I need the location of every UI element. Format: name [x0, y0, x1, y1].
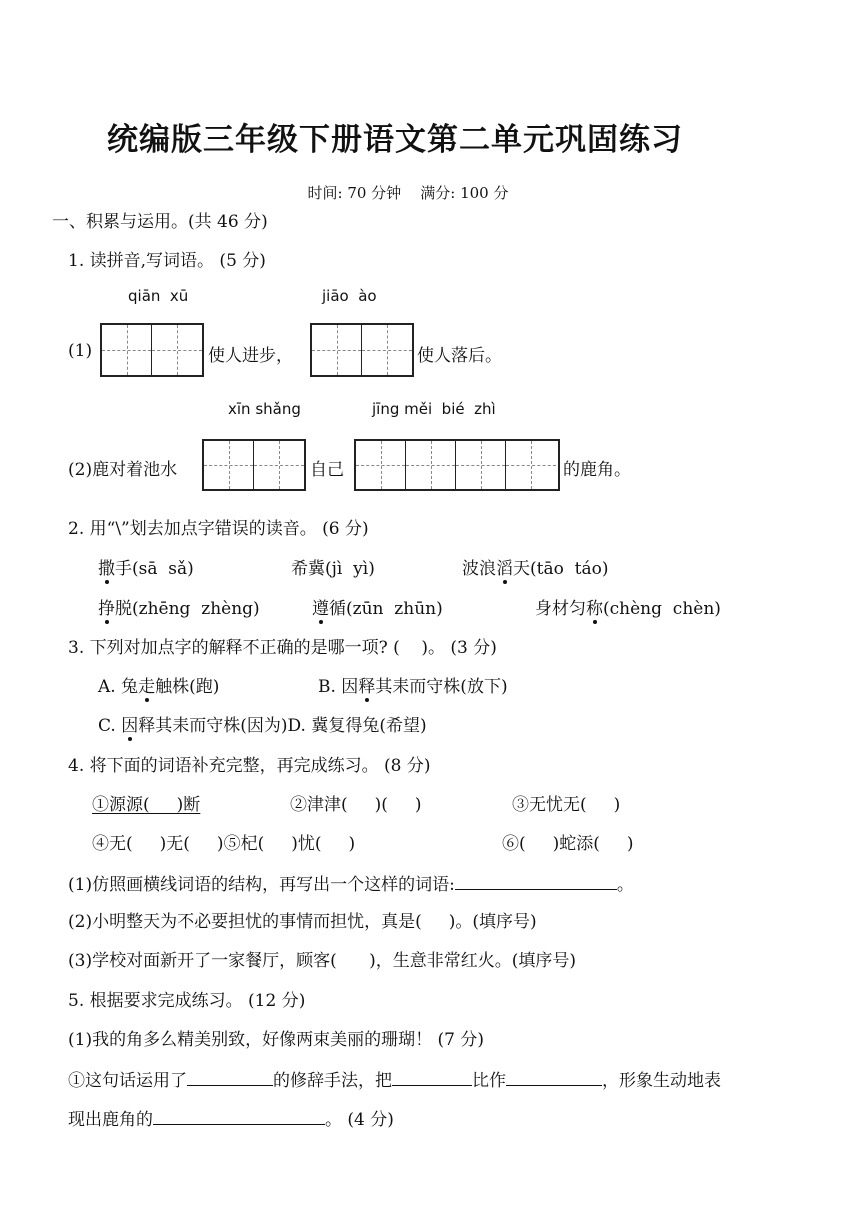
- writing-grid[interactable]: [202, 439, 306, 491]
- q3-option-b: [318, 672, 508, 697]
- dotted-char: 因: [121, 711, 138, 736]
- page-title: 统编版三年级下册语文第二单元巩固练习: [107, 122, 683, 158]
- dotted-char: 挣: [98, 594, 115, 619]
- q5-text: 。 (4 分): [325, 1110, 394, 1130]
- q4-word-underlined: ①源源( )断: [92, 795, 201, 815]
- q4-word: ④无( )无( )⑤杞( )忧( ): [92, 834, 356, 854]
- grid-cell[interactable]: [254, 441, 304, 489]
- q1-p2-mid: 自己: [310, 460, 344, 480]
- dotted-char: 称: [586, 594, 603, 619]
- grid-cell[interactable]: [152, 325, 202, 375]
- grid-cell[interactable]: [204, 441, 254, 489]
- q4-word: ⑥( )蛇添( ): [502, 834, 634, 854]
- q2-heading: 2. 用“\”划去加点字错误的读音。 (6 分): [68, 519, 369, 539]
- q5-sub1: (1)我的角多么精美别致，好像两束美丽的珊瑚！ (7 分): [68, 1030, 484, 1050]
- q5-line1: [68, 1066, 721, 1091]
- q4-sub1: [68, 870, 634, 895]
- option-text: B. 因: [318, 677, 359, 697]
- q2-item-text: 脱(zhēng zhèng): [115, 599, 260, 619]
- q2-item-text: (chèng chèn): [603, 599, 721, 619]
- section-heading: 一、积累与运用。(共 46 分): [52, 212, 268, 232]
- answer-blank[interactable]: [153, 1123, 325, 1125]
- grid-cell[interactable]: [102, 325, 152, 375]
- grid-cell[interactable]: [356, 441, 406, 489]
- answer-blank[interactable]: [455, 888, 617, 890]
- q1-p2-end: 的鹿角。: [563, 460, 631, 480]
- grid-cell[interactable]: [362, 325, 412, 375]
- q2-item-text: 天(tāo táo): [513, 559, 609, 579]
- q4-sub1-text: (1)仿照画横线词语的结构，再写出一个这样的词语:: [68, 875, 455, 895]
- pinyin: jīng měi bié zhì: [372, 400, 496, 418]
- q4-word: ②津津( )( ): [290, 795, 422, 815]
- q2-item-text: 手(sā sǎ): [115, 559, 194, 579]
- grid-cell[interactable]: [456, 441, 506, 489]
- answer-blank[interactable]: [187, 1084, 273, 1086]
- grid-cell[interactable]: [312, 325, 362, 375]
- q2-item: [312, 594, 443, 619]
- option-text: 触株(跑): [155, 677, 220, 697]
- q2-item: 希冀(jì yì): [291, 559, 375, 579]
- q2-item: [98, 594, 260, 619]
- q5-heading: 5. 根据要求完成练习。 (12 分): [68, 991, 306, 1011]
- q1-p2-label: (2)鹿对着池水: [68, 460, 178, 480]
- option-text: C.: [98, 716, 122, 736]
- q4-word: ③无忧无( ): [512, 795, 621, 815]
- q1-heading: 1. 读拼音,写词语。 (5 分): [68, 251, 266, 271]
- option-text: 其耒而守株(放下): [375, 677, 508, 697]
- q2-item: [462, 554, 608, 579]
- grid-cell[interactable]: [406, 441, 456, 489]
- writing-grid[interactable]: [354, 439, 560, 491]
- q4-heading: 4. 将下面的词语补充完整，再完成练习。 (8 分): [68, 756, 431, 776]
- dotted-char: 走: [138, 672, 155, 697]
- dotted-char: 遵: [312, 594, 329, 619]
- writing-grid[interactable]: [100, 323, 204, 377]
- q5-text: ①这句话运用了: [68, 1071, 187, 1091]
- answer-blank[interactable]: [392, 1084, 472, 1086]
- q5-text: 的修辞手法，把: [273, 1071, 392, 1091]
- q4-sub2: (2)小明整天为不必要担忧的事情而担忧，真是( )。(填序号): [68, 912, 537, 932]
- dotted-char: 撒: [98, 554, 115, 579]
- option-text: A. 兔: [98, 677, 139, 697]
- q3-heading: 3. 下列对加点字的解释不正确的是哪一项? ( )。 (3 分): [68, 638, 497, 658]
- q3-option-a: [98, 672, 219, 697]
- option-text: 释其耒而守株(因为)D. 冀复得兔(希望): [138, 716, 427, 736]
- pinyin: jiāo ào: [322, 287, 377, 305]
- grid-cell[interactable]: [506, 441, 556, 489]
- q4-sub3: (3)学校对面新开了一家餐厅，顾客( )，生意非常红火。(填序号): [68, 951, 577, 971]
- q2-item: [98, 554, 194, 579]
- pinyin: xīn shǎng: [228, 400, 301, 418]
- writing-grid[interactable]: [310, 323, 414, 377]
- q5-line2: [68, 1105, 394, 1130]
- q1-p1-mid: 使人进步，: [208, 346, 293, 366]
- q5-text: ，形象生动地表: [602, 1071, 721, 1091]
- pinyin: qiān xū: [128, 287, 189, 305]
- q2-item-text: 波浪: [462, 559, 496, 579]
- dotted-char: 释: [358, 672, 375, 697]
- q1-p1-end: 使人落后。: [417, 346, 502, 366]
- q2-item-text: 身材匀: [535, 599, 586, 619]
- q5-text: 现出鹿角的: [68, 1110, 153, 1130]
- q1-p1-label: (1): [68, 341, 93, 361]
- answer-blank[interactable]: [506, 1084, 602, 1086]
- q3-option-cd: [98, 711, 427, 736]
- dotted-char: 滔: [496, 554, 513, 579]
- q5-text: 比作: [472, 1071, 506, 1091]
- q2-item: [535, 594, 721, 619]
- q2-item-text: 循(zūn zhūn): [329, 599, 443, 619]
- q4-sub1-end: 。: [616, 875, 634, 895]
- exam-meta: 时间: 70 分钟 满分: 100 分: [307, 184, 509, 202]
